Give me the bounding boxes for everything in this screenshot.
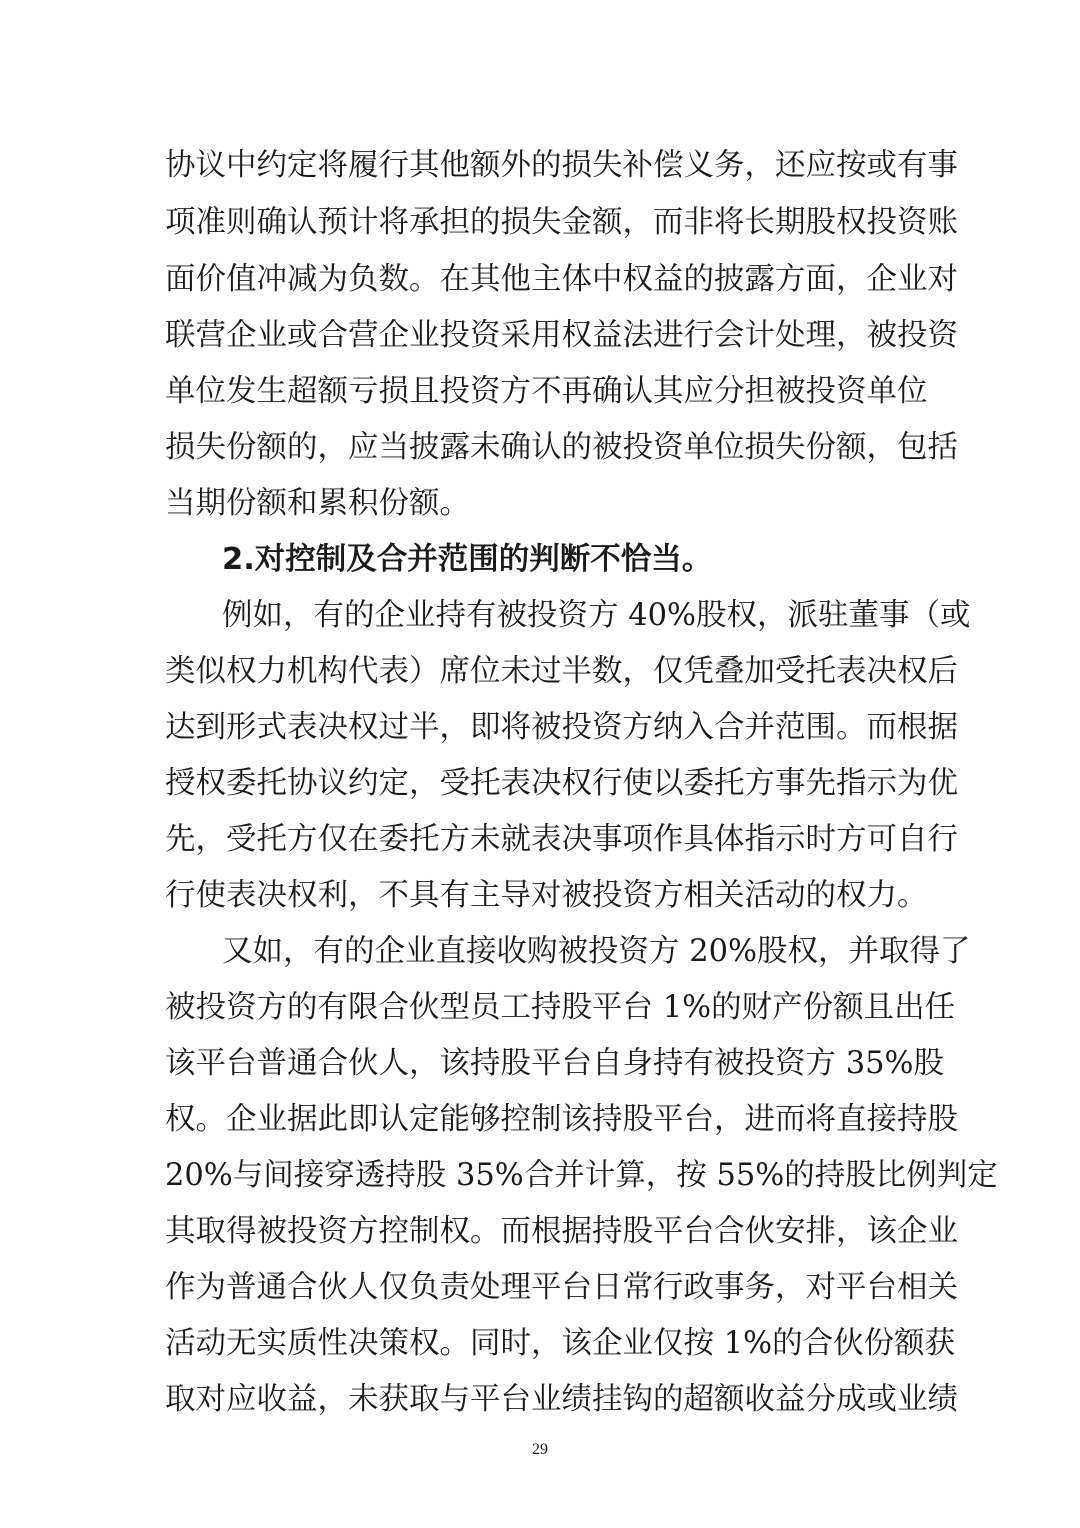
paragraph-2-line: 类似权力机构代表）席位未过半数，仅凭叠加受托表决权后	[165, 654, 958, 689]
paragraph-3-line: 该平台普通合伙人，该持股平台自身持有被投资方 35%股	[165, 1046, 944, 1081]
paragraph-1-line: 当期份额和累积份额。	[165, 486, 470, 521]
paragraph-1-line: 项准则确认预计将承担的损失金额，而非将长期股权投资账	[165, 205, 958, 240]
paragraph-1-line: 损失份额的，应当披露未确认的被投资单位损失份额，包括	[165, 430, 958, 465]
paragraph-2-line: 例如，有的企业持有被投资方 40%股权，派驻董事（或	[222, 598, 971, 633]
paragraph-2-line: 达到形式表决权过半，即将被投资方纳入合并范围。而根据	[165, 710, 958, 745]
section-heading: 2.对控制及合并范围的判断不恰当。	[222, 542, 713, 577]
paragraph-2-line: 先，受托方仅在委托方未就表决事项作具体指示时方可自行	[165, 822, 958, 857]
paragraph-1-line: 面价值冲减为负数。在其他主体中权益的披露方面，企业对	[165, 262, 958, 297]
paragraph-2-line: 授权委托协议约定，受托表决权行使以委托方事先指示为优	[165, 766, 958, 801]
paragraph-3-line: 其取得被投资方控制权。而根据持股平台合伙安排，该企业	[165, 1214, 958, 1249]
paragraph-2-line: 行使表决权利，不具有主导对被投资方相关活动的权力。	[165, 878, 928, 913]
paragraph-1-line: 协议中约定将履行其他额外的损失补偿义务，还应按或有事	[165, 148, 958, 183]
paragraph-3-line: 权。企业据此即认定能够控制该持股平台，进而将直接持股	[165, 1102, 958, 1137]
paragraph-3-line: 被投资方的有限合伙型员工持股平台 1%的财产份额且出任	[165, 990, 956, 1025]
paragraph-3-line: 活动无实质性决策权。同时，该企业仅按 1%的合伙份额获	[165, 1326, 956, 1361]
paragraph-3-line: 作为普通合伙人仅负责处理平台日常行政事务，对平台相关	[165, 1270, 958, 1305]
paragraph-1-line: 单位发生超额亏损且投资方不再确认其应分担被投资单位	[165, 374, 928, 409]
paragraph-3-line: 取对应收益，未获取与平台业绩挂钩的超额收益分成或业绩	[165, 1382, 958, 1417]
paragraph-3-line: 20%与间接穿透持股 35%合并计算，按 55%的持股比例判定	[165, 1158, 998, 1193]
paragraph-1-line: 联营企业或合营企业投资采用权益法进行会计处理，被投资	[165, 318, 958, 353]
paragraph-3-line: 又如，有的企业直接收购被投资方 20%股权，并取得了	[222, 934, 971, 969]
page-number: 29	[532, 1441, 548, 1458]
